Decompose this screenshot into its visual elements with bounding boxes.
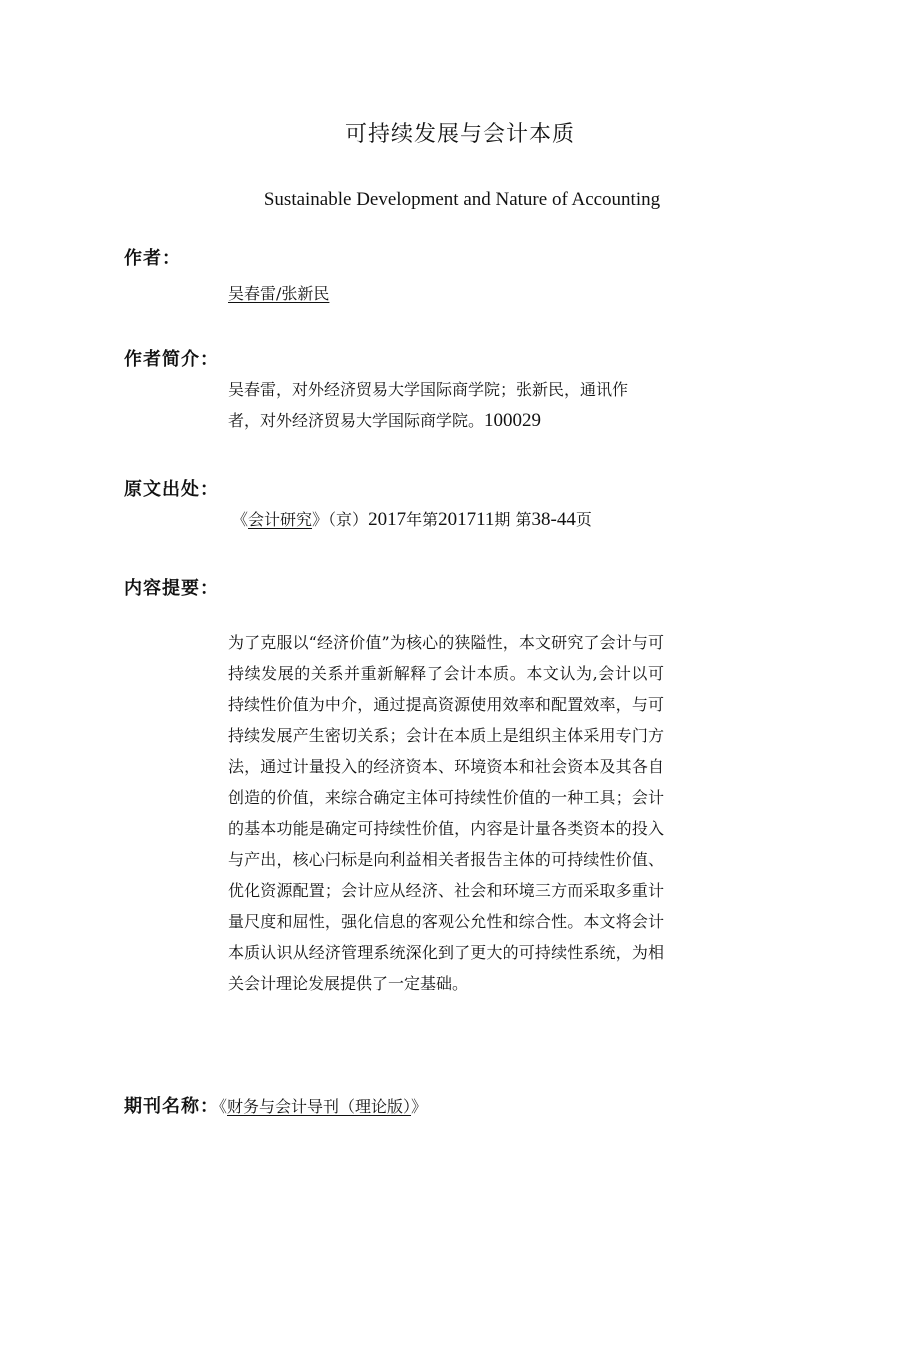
source-pages-suffix: 页 (575, 510, 592, 529)
journal-name-label: 期刊名称： (124, 1096, 219, 1117)
document-title: 可持续发展与会计本质 (344, 122, 575, 147)
journal-name (124, 1094, 427, 1120)
author-intro-affiliation: 者，对外经济贸易大学国际商学院。 (228, 411, 485, 430)
source-year-suffix: 年第 (406, 510, 439, 529)
abstract-label: 内容提要： (124, 578, 219, 599)
author-intro-label: 作者简介： (124, 349, 219, 370)
source-city: （京） (328, 510, 369, 529)
source-pages: 38-44 (531, 509, 576, 530)
source-citation (232, 506, 592, 534)
source-issue: 201711 (438, 509, 495, 530)
author-intro-line-1: 吴春雷，对外经济贸易大学国际商学院；张新民，通讯作 (228, 380, 629, 399)
source-journal-link[interactable]: 会计研究 (248, 510, 313, 529)
authors-label: 作者： (124, 248, 181, 269)
journal-name-link[interactable]: 财务与会计导刊（理论版） (227, 1097, 412, 1116)
source-open-quote: 《 (232, 510, 249, 529)
source-label: 原文出处： (124, 479, 219, 500)
document-subtitle-english: Sustainable Development and Nature of Accounting (263, 189, 661, 210)
source-close-quote: 》 (312, 510, 329, 529)
journal-open-quote: 《 (219, 1097, 228, 1116)
abstract-text: 为了克服以“经济价值”为核心的狭隘性，本文研究了会计与可持续发展的关系并重新解释了会计本质。本文认为,会计以可持续性价值为中介，通过提高资源使用效率和配置效率，与可持续发展产生密切关系；会计在本质上是组织主体采用专门方法，通过计量投入的经济资本、环境资本和社会资本及其各自创造的价值，来综合确定主体可持续性价值的一种工具；会计的基本功能是确定可持续性价值，内容是计量各类资本的投入与产出，核心闩标是向利益相关者报告主体的可持续性价值、优化资源配置；会计应从经济、社会和环境三方而采取多重计量尺度和屈性，强化信息的客观公允性和综合性。本文将会计本质认识从经济管理系统深化到了更大的可持续性系统，为相关会计理论发展提供了一定基础。 (228, 633, 664, 993)
author-intro-text (228, 374, 668, 436)
source-pages-prefix: 第 (515, 510, 532, 529)
authors-value[interactable] (228, 278, 329, 309)
author-intro-line-2 (228, 405, 668, 436)
source-year: 2017 (368, 509, 407, 530)
postal-code: 100029 (484, 410, 542, 431)
journal-close-quote: 》 (411, 1097, 428, 1116)
authors-link[interactable]: 吴春雷/张新民 (228, 284, 330, 303)
source-issue-suffix: 期 (494, 510, 511, 529)
